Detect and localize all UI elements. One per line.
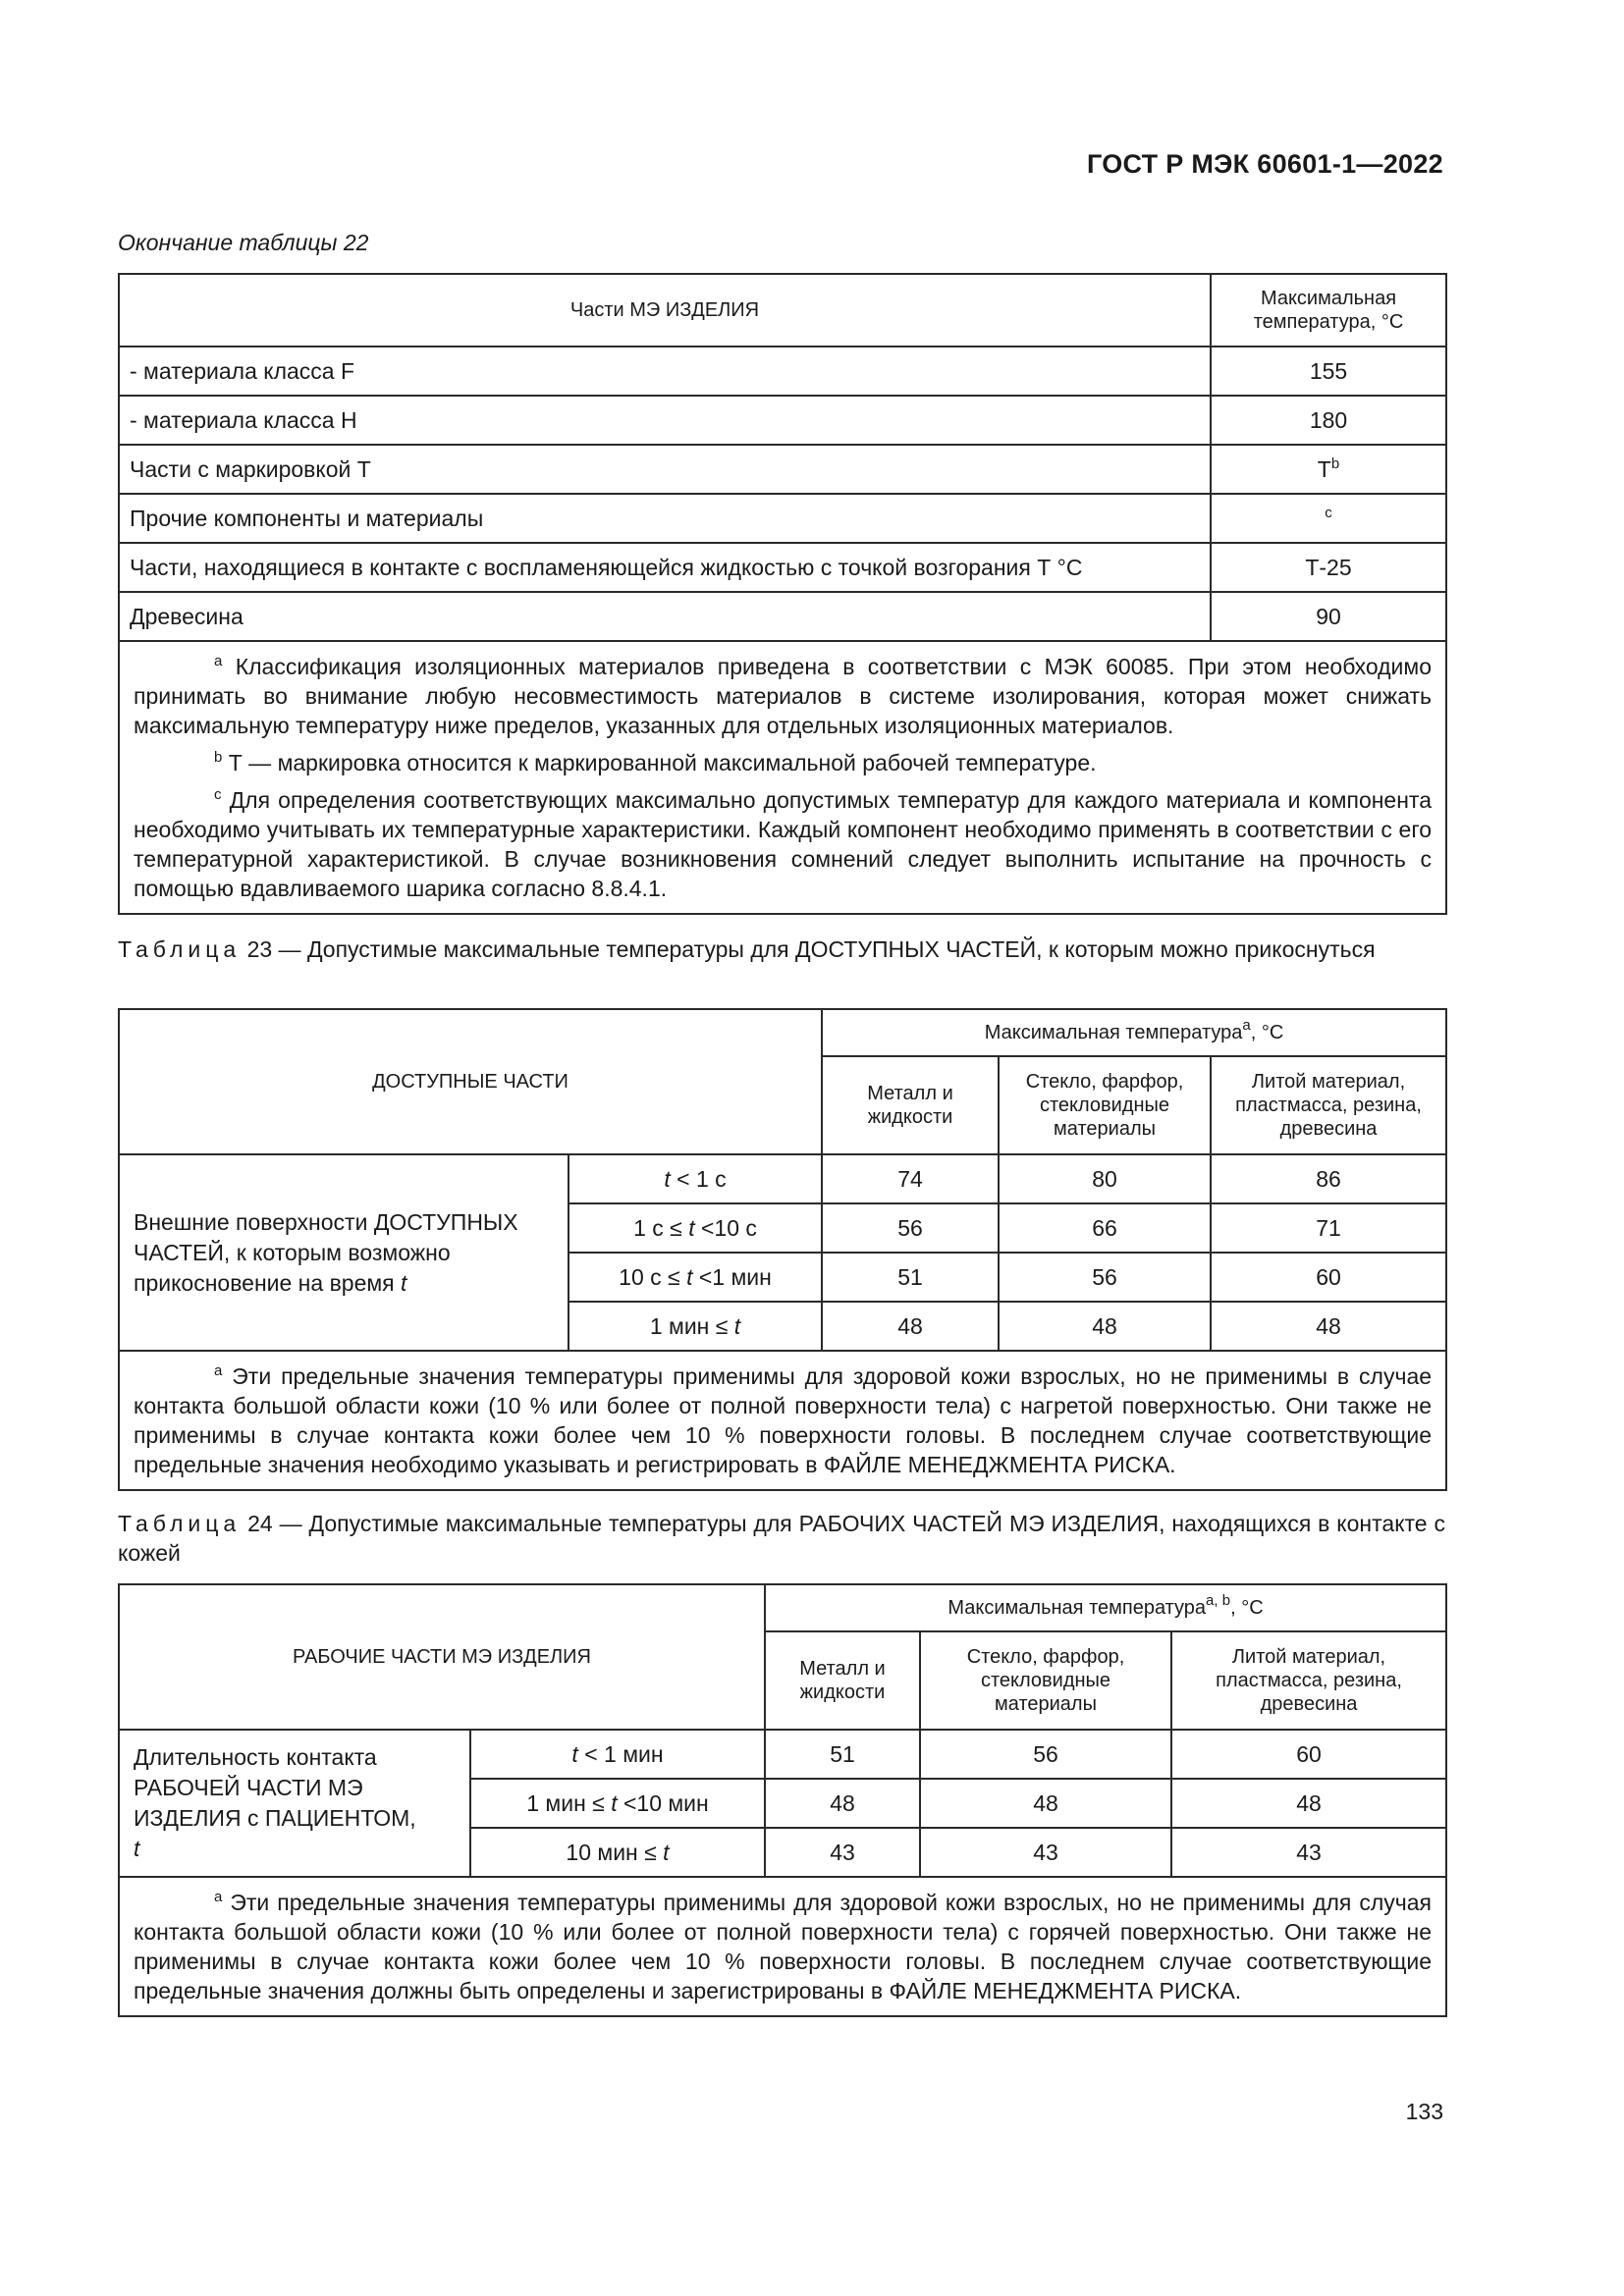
time-range <box>568 1302 822 1351</box>
value-metal: 56 <box>822 1203 999 1253</box>
table-row <box>119 592 1446 641</box>
table23-col-parts: ДОСТУПНЫЕ ЧАСТИ <box>119 1009 822 1154</box>
value-plastic: 60 <box>1211 1253 1446 1302</box>
row-group-label <box>119 1154 568 1351</box>
footnote-text: Эти предельные значения температуры применимы для здоровой кожи взрослых, но не применимы для случая контакта большой области кожи (10 % или более от полной поверхности тела) с горячей поверхностью. Они также не применимы в случае контакта кожи более чем 10 % поверхности головы. В последнем случае соответствующие предельные значения должны быть определены и зарегистрированы в ФАЙЛЕ МЕНЕДЖМЕНТА РИСКА. <box>134 1890 1433 2003</box>
subcol-plastic: Литой материал, пластмасса, резина, древесина <box>1171 1631 1446 1730</box>
time-range <box>568 1203 822 1253</box>
range-pre: 10 с ≤ <box>619 1263 687 1290</box>
footnote-mark: c <box>1325 504 1332 521</box>
row-value-cell <box>1211 494 1446 543</box>
range-var: t <box>611 1789 618 1816</box>
row-label: Части, находящиеся в контакте с воспламеняющейся жидкостью с точкой возгорания Т °С <box>119 543 1211 592</box>
table23-col-group <box>822 1009 1446 1056</box>
table22-col-parts: Части МЭ ИЗДЕЛИЯ <box>119 274 1211 347</box>
col-group-unit: , °С <box>1230 1597 1264 1619</box>
range-pre: 10 мин ≤ <box>566 1839 664 1865</box>
table-23 <box>118 1008 1447 1491</box>
row-group-var: t <box>401 1269 407 1296</box>
range-post: < 1 мин <box>577 1740 664 1767</box>
value-metal: 51 <box>765 1730 920 1779</box>
caption-text: 24 — Допустимые максимальные температуры для РАБОЧИХ ЧАСТЕЙ МЭ ИЗДЕЛИЯ, находящихся в контакте с кожей <box>118 1511 1445 1566</box>
footnote <box>134 748 1432 777</box>
footnote-mark: a <box>214 653 223 669</box>
row-value: 155 <box>1211 347 1446 396</box>
table-row <box>119 494 1446 543</box>
value-metal: 74 <box>822 1154 999 1203</box>
subcol-metal: Металл и жидкости <box>822 1056 999 1154</box>
value-metal: 43 <box>765 1828 920 1877</box>
table22-caption: Окончание таблицы 22 <box>118 230 369 255</box>
value-plastic: 48 <box>1171 1779 1446 1828</box>
value-plastic: 86 <box>1211 1154 1446 1203</box>
value-glass: 56 <box>999 1253 1211 1302</box>
footnote-text: Эти предельные значения температуры применимы для здоровой кожи взрослых, но не применимы в случае контакта большой области кожи (10 % или более от полной поверхности тела) с нагретой поверхностью. Они также не применимы в случае контакта кожи более чем 10 % поверхности головы. В последнем случае соответствующие предельные значения необходимо указывать и регистрировать в ФАЙЛЕ МЕНЕДЖМЕНТА РИСКА. <box>134 1363 1433 1477</box>
row-label: - материала класса H <box>119 396 1211 445</box>
table-24 <box>118 1583 1447 2017</box>
footnote-mark: a <box>214 1362 223 1379</box>
footnote-mark: b <box>214 749 223 766</box>
col-group-unit: , °С <box>1250 1022 1284 1043</box>
time-range <box>470 1828 765 1877</box>
table-row <box>119 1730 1446 1779</box>
table24-col-group <box>765 1584 1446 1631</box>
range-var: t <box>733 1312 741 1339</box>
value-metal: 48 <box>822 1302 999 1351</box>
subcol-metal: Металл и жидкости <box>765 1631 920 1730</box>
value-glass: 66 <box>999 1203 1211 1253</box>
value-metal: 48 <box>765 1779 920 1828</box>
caption-word: Таблица <box>118 1511 242 1536</box>
range-var: t <box>664 1165 671 1192</box>
table-row <box>119 445 1446 494</box>
table-row <box>119 543 1446 592</box>
footnote-mark: b <box>1330 454 1340 472</box>
table22-notes <box>119 641 1446 914</box>
row-value: 90 <box>1211 592 1446 641</box>
row-value: T <box>1317 455 1331 482</box>
table-row <box>119 396 1446 445</box>
time-range <box>470 1730 765 1779</box>
range-var: t <box>571 1740 578 1767</box>
footnote <box>134 1362 1432 1479</box>
value-plastic: 60 <box>1171 1730 1446 1779</box>
footnote-text: Т — маркировка относится к маркированной максимальной рабочей температуре. <box>222 750 1097 775</box>
row-label: Прочие компоненты и материалы <box>119 494 1211 543</box>
footnote-mark: c <box>214 786 222 803</box>
range-post: <10 мин <box>617 1789 709 1816</box>
footnote <box>134 785 1432 903</box>
caption-word: Таблица <box>118 936 242 962</box>
row-value: Т-25 <box>1211 543 1446 592</box>
subcol-plastic: Литой материал, пластмасса, резина, древесина <box>1211 1056 1446 1154</box>
time-range <box>568 1154 822 1203</box>
range-post: < 1 с <box>670 1165 727 1192</box>
row-group-var: t <box>134 1836 140 1861</box>
row-label: Древесина <box>119 592 1211 641</box>
range-pre: 1 с ≤ <box>633 1214 689 1241</box>
page-number: 133 <box>1405 2099 1443 2124</box>
col-group-text: Максимальная температура <box>984 1022 1243 1043</box>
range-pre: 1 мин ≤ <box>526 1789 612 1816</box>
subcol-glass: Стекло, фарфор, стекловидные материалы <box>920 1631 1171 1730</box>
table-row <box>119 1154 1446 1203</box>
document-code: ГОСТ Р МЭК 60601-1—2022 <box>1086 149 1443 179</box>
time-range <box>568 1253 822 1302</box>
subcol-glass: Стекло, фарфор, стекловидные материалы <box>999 1056 1211 1154</box>
col-group-text: Максимальная температура <box>947 1597 1207 1619</box>
table-22 <box>118 273 1447 915</box>
range-var: t <box>688 1214 695 1241</box>
footnote-mark: a, b <box>1206 1592 1231 1609</box>
range-var: t <box>663 1839 670 1865</box>
table24-caption <box>118 1509 1445 1568</box>
value-glass: 43 <box>920 1828 1171 1877</box>
table23-notes <box>119 1351 1446 1490</box>
row-label: - материала класса F <box>119 347 1211 396</box>
table24-notes <box>119 1877 1446 2016</box>
row-group-text: Внешние поверхности ДОСТУПНЫХ ЧАСТЕЙ, к которым возможно прикосновение на время <box>134 1208 518 1296</box>
footnote-mark: a <box>214 1889 223 1905</box>
value-plastic: 71 <box>1211 1203 1446 1253</box>
row-value: 180 <box>1211 396 1446 445</box>
footnote-text: Классификация изоляционных материалов приведена в соответствии с МЭК 60085. При этом необходимо принимать во внимание любую несовместимость материалов в системе изолирования, которая может снижать максимальную температуру ниже пределов, указанных для отдельных изоляционных материалов. <box>134 654 1432 738</box>
range-post: <1 мин <box>692 1263 772 1290</box>
range-var: t <box>686 1263 693 1290</box>
range-pre: 1 мин ≤ <box>649 1312 734 1339</box>
value-metal: 51 <box>822 1253 999 1302</box>
row-group-text: Длительность контакта РАБОЧЕЙ ЧАСТИ МЭ ИЗДЕЛИЯ с ПАЦИЕНТОМ, <box>134 1744 416 1831</box>
value-glass: 56 <box>920 1730 1171 1779</box>
range-post: <10 с <box>694 1214 757 1241</box>
row-label: Части с маркировкой Т <box>119 445 1211 494</box>
row-value-cell <box>1211 445 1446 494</box>
table-row <box>119 347 1446 396</box>
footnote-mark: a <box>1242 1017 1251 1034</box>
footnote <box>134 652 1432 740</box>
value-glass: 48 <box>999 1302 1211 1351</box>
footnote <box>134 1888 1432 2005</box>
caption-text: 23 — Допустимые максимальные температуры для ДОСТУПНЫХ ЧАСТЕЙ, к которым можно прикоснуться <box>241 936 1376 962</box>
table23-caption <box>118 934 1445 964</box>
table24-col-parts: РАБОЧИЕ ЧАСТИ МЭ ИЗДЕЛИЯ <box>119 1584 765 1730</box>
time-range <box>470 1779 765 1828</box>
table22-col-temp: Максимальная температура, °С <box>1211 274 1446 347</box>
value-glass: 80 <box>999 1154 1211 1203</box>
value-glass: 48 <box>920 1779 1171 1828</box>
value-plastic: 48 <box>1211 1302 1446 1351</box>
footnote-text: Для определения соответствующих максимально допустимых температур для каждого материала и компонента необходимо учитывать их температурные характеристики. Каждый компонент необходимо применять в соответствии с его температурной характеристикой. В случае возникновения сомнений следует выполнить испытание на прочность с помощью вдавливаемого шарика согласно 8.8.4.1. <box>134 787 1432 901</box>
value-plastic: 43 <box>1171 1828 1446 1877</box>
row-group-label <box>119 1730 470 1877</box>
